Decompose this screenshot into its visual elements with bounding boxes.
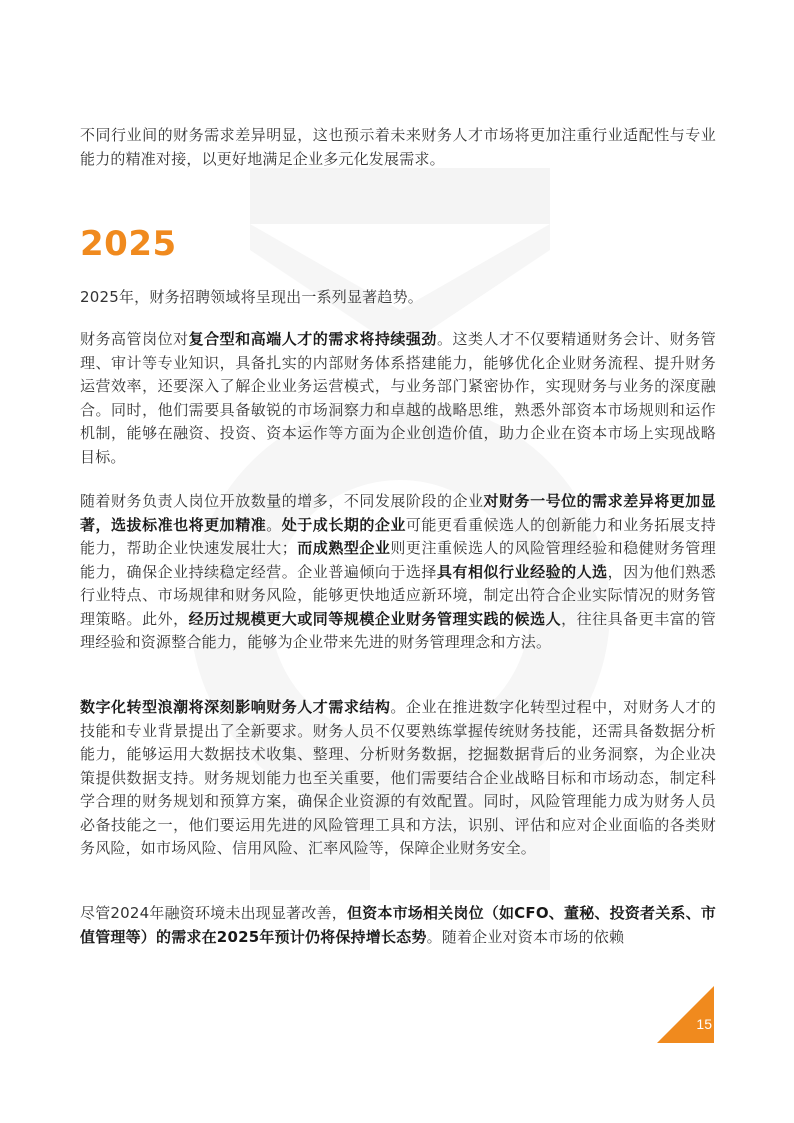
intro-paragraph: 不同行业间的财务需求差异明显，这也预示着未来财务人才市场将更加注重行业适配性与专业能力的精准对接，以更好地满足企业多元化发展需求。 xyxy=(80,126,716,168)
page-number: 15 xyxy=(696,1016,712,1032)
paragraph-capital-market xyxy=(80,902,716,949)
bold-text: 但资本市场相关岗位（如CFO、董秘、投资者关系、市值管理等）的需求在2025年预计仍将保持增长态势 xyxy=(80,904,716,946)
bold-text: 而成熟型企业 xyxy=(296,539,391,557)
text-span: ，往往具备更丰富的管理经验和资源整合能力，能够为企业带来先进的财务管理理念和方法。 xyxy=(80,609,716,651)
section-title: 2025 xyxy=(80,224,177,264)
text-span: 。企业在推进数字化转型过程中，对财务人才的技能和专业背景提出了全新要求。财务人员不仅要熟练掌握传统财务技能，还需具备数据分析能力，能够运用大数据技术收集、整理、分析财务数据，挖掘数据背后的业务洞察，为企业决策提供数据支持。财务规划能力也至关重要，他们需要结合企业战略目标和市场动态，制定科学合理的财务规划和预算方案，确保企业资源的有效配置。同时，风险管理能力成为财务人员必备技能之一，他们要运用先进的风险管理工具和方法，识别、评估和应对企业面临的各类财务风险，如市场风险、信用风险、汇率风险等，保障企业财务安全。 xyxy=(80,698,716,857)
bold-text: 数字化转型浪潮将深刻影响财务人才需求结构 xyxy=(80,698,391,716)
text-span: 可能更看重候选人的创新能力和业务拓展支持能力，帮助企业快速发展壮大； xyxy=(80,515,716,557)
bold-text: 复合型和高端人才的需求将持续强劲 xyxy=(188,330,437,348)
paragraph-digital-transformation xyxy=(80,696,716,861)
paragraph-executive-demand xyxy=(80,328,716,469)
text-span: ，因为他们熟悉行业特点、市场规律和财务风险，能够更快地适应新环境，制定出符合企业实际情况的财务管理策略。此外， xyxy=(80,562,716,628)
text-span: 财务高管岗位对 xyxy=(80,330,189,348)
bold-text: 具有相似行业经验的人选 xyxy=(436,562,608,581)
text-span: 。 xyxy=(266,515,282,534)
paragraph-cfo-selection xyxy=(80,490,716,655)
paragraph-trends: 2025年，财务招聘领域将呈现出一系列显著趋势。 xyxy=(80,288,423,306)
bold-text: 处于成长期的企业 xyxy=(281,515,406,534)
text-span: 随着财务负责人岗位开放数量的增多，不同发展阶段的企业 xyxy=(80,492,484,510)
text-span: 尽管2024年融资环境未出现显著改善， xyxy=(80,904,347,922)
bold-text: 对财务一号位的需求差异将更加显著，选拔标准也将更加精准 xyxy=(80,492,716,534)
bold-text: 经历过规模更大或同等规模企业财务管理实践的候选人 xyxy=(188,609,562,628)
text-span: 。随着企业对资本市场的依赖 xyxy=(426,927,625,946)
text-span: 。这类人才不仅要精通财务会计、财务管理、审计等专业知识，具备扎实的内部财务体系搭建能力，能够优化企业财务流程、提升财务运营效率，还要深入了解企业业务运营模式，与业务部门紧密协作，实现财务与业务的深度融合。同时，他们需要具备敏锐的市场洞察力和卓越的战略思维，熟悉外部资本市场规则和运作机制，能够在融资、投资、资本运作等方面为企业创造价值，助力企业在资本市场上实现战略目标。 xyxy=(80,330,717,466)
text-span: 则更注重候选人的风险管理经验和稳健财务管理能力，确保企业持续稳定经营。企业普遍倾向于选择 xyxy=(80,539,716,581)
